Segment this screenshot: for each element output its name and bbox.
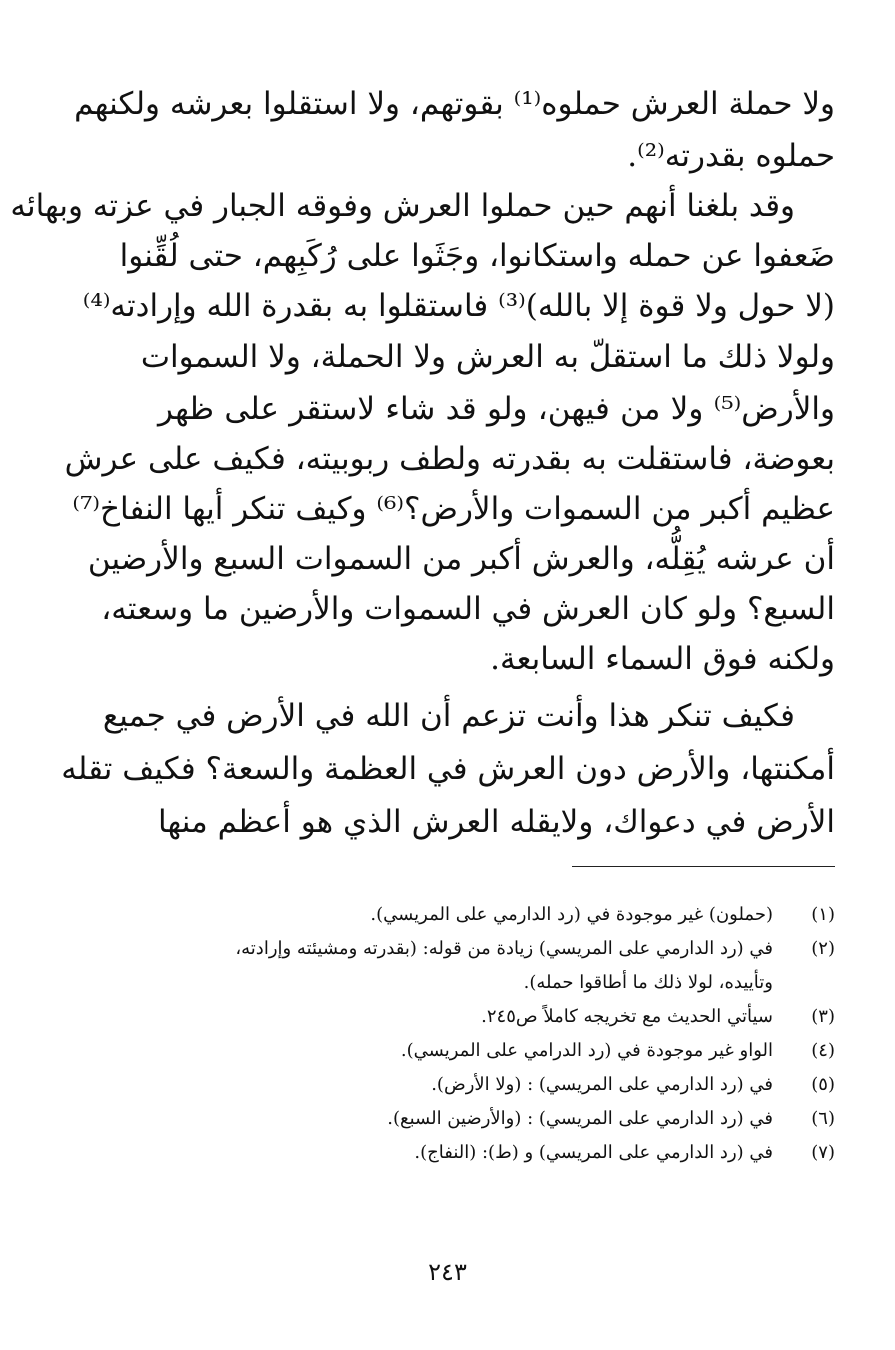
text-line-7: والأرض⁽⁵⁾ ولا من فيهن، ولو قد شاء لاستقر على ظهر — [158, 391, 835, 427]
main-text — [10, 78, 835, 849]
footnote-number: (٦) — [811, 1108, 835, 1129]
text-line-8: بعوضة، فاستقلت به بقدرته ولطف ربوبيته، فكيف على عرش — [64, 441, 835, 477]
footnote-text: في (رد الدارمي على المريسي) : (ولا الأرض). — [431, 1074, 773, 1095]
text-line-14: أمكنتها، والأرض دون العرش في العظمة والسعة؟ فكيف تقله — [61, 751, 835, 787]
text-line-2: حملوه بقدرته⁽²⁾. — [627, 138, 835, 174]
text-line-9: عظيم أكبر من السموات والأرض؟⁽⁶⁾ وكيف تنكر أيها النفاخ⁽⁷⁾ — [72, 491, 835, 527]
footnote-number: (٤) — [811, 1040, 835, 1061]
text-line-6: ولولا ذلك ما استقلّ به العرش ولا الحملة، ولا السموات — [140, 339, 835, 375]
footnote-text: سيأتي الحديث مع تخريجه كاملاً ص٢٤٥. — [481, 1006, 773, 1027]
text-line-3: وقد بلغنا أنهم حين حملوا العرش وفوقه الجبار في عزته وبهائه — [10, 188, 795, 224]
footnote-text: (حملون) غير موجودة في (رد الدارمي على المريسي). — [370, 904, 773, 925]
footnote-text: الواو غير موجودة في (رد الدرامي على المريسي). — [400, 1040, 773, 1061]
text-line-12: ولكنه فوق السماء السابعة. — [490, 641, 835, 677]
footnote — [60, 1136, 835, 1170]
footnotes — [60, 898, 835, 1170]
page-number: ٢٤٣ — [428, 1258, 467, 1286]
text-line-15: الأرض في دعواك، ولايقله العرش الذي هو أعظم منها — [158, 804, 835, 840]
footnote-number: (٥) — [811, 1074, 835, 1095]
footnote — [60, 1034, 835, 1068]
footnote-number: (١) — [811, 904, 835, 925]
footnote-continuation: وتأييده، لولا ذلك ما أطاقوا حمله). — [523, 972, 773, 993]
footnote — [60, 932, 835, 1000]
footnote — [60, 898, 835, 932]
footnote — [60, 1068, 835, 1102]
text-line-11: السبع؟ ولو كان العرش في السموات والأرضين ما وسعته، — [101, 591, 835, 627]
footnote — [60, 1000, 835, 1034]
footnote-separator — [572, 866, 835, 867]
text-line-4: ضَعفوا عن حمله واستكانوا، وجَثَوا على رُكَبِهم، حتى لُقِّنوا — [119, 238, 835, 274]
footnote-number: (٣) — [811, 1006, 835, 1027]
footnote-text: في (رد الدارمي على المريسي) : (والأرضين السبع). — [387, 1108, 773, 1129]
footnote-text: في (رد الدارمي على المريسي) زيادة من قوله: (بقدرته ومشيئته وإرادته، — [235, 938, 773, 959]
text-line-10: أن عرشه يُقِلُّه، والعرش أكبر من السموات السبع والأرضين — [87, 541, 835, 577]
footnote-number: (٧) — [811, 1142, 835, 1163]
footnote-number: (٢) — [811, 938, 835, 959]
text-line-1: ولا حملة العرش حملوه⁽¹⁾ بقوتهم، ولا استقلوا بعرشه ولكنهم — [74, 86, 835, 122]
footnote-text: في (رد الدارمي على المريسي) و (ط): (النفاج). — [414, 1142, 773, 1163]
text-line-5: (لا حول ولا قوة إلا بالله)⁽³⁾ فاستقلوا به بقدرة الله وإرادته⁽⁴⁾ — [82, 288, 835, 324]
footnote — [60, 1102, 835, 1136]
text-line-13: فكيف تنكر هذا وأنت تزعم أن الله في الأرض في جميع — [102, 698, 795, 734]
